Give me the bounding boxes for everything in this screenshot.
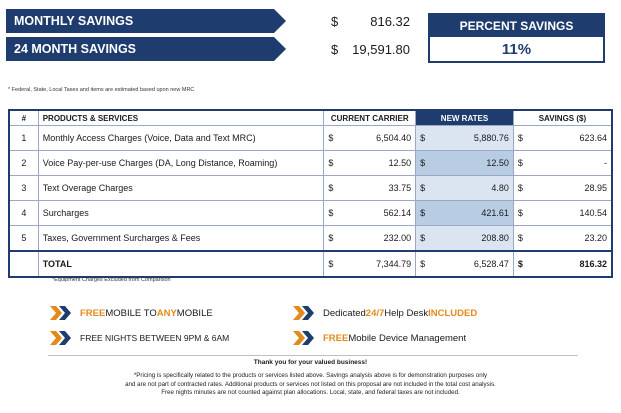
row-savings-dollar: $: [513, 126, 529, 151]
row-new: 421.61: [432, 201, 513, 226]
row-new-dollar: $: [416, 151, 432, 176]
percent-savings-label: PERCENT SAVINGS: [430, 15, 603, 37]
month24-savings-value: 19,591.80: [352, 42, 410, 57]
header-current: CURRENT CARRIER: [324, 110, 416, 126]
table-row: [9, 126, 612, 151]
monthly-dollar-sign: $: [331, 14, 339, 29]
disclaimer-line: Free nights minutes are not counted against plan allocations. Local, state, and federal taxes are not included.: [161, 389, 460, 396]
row-product: Monthly Access Charges (Voice, Data and Text MRC): [38, 126, 324, 151]
month24-savings-label: 24 MONTH SAVINGS: [14, 42, 137, 56]
monthly-savings-banner: [6, 9, 274, 33]
monthly-savings-value: 816.32: [370, 14, 410, 29]
row-new: 208.80: [432, 226, 513, 252]
row-new-dollar: $: [416, 126, 432, 151]
row-num: 1: [9, 126, 38, 151]
row-savings-dollar: $: [513, 226, 529, 252]
row-product: Text Overage Charges: [38, 176, 324, 201]
month24-savings-banner: [6, 37, 274, 61]
row-current: 562.14: [340, 201, 415, 226]
row-savings: 23.20: [530, 226, 612, 252]
month24-dollar-sign: $: [331, 42, 339, 57]
row-new-dollar: $: [416, 201, 432, 226]
row-current: 33.75: [340, 176, 415, 201]
savings-table: [8, 109, 613, 278]
row-savings: 140.54: [530, 201, 612, 226]
monthly-savings-label: MONTHLY SAVINGS: [14, 14, 134, 28]
row-new: 4.80: [432, 176, 513, 201]
row-current: 232.00: [340, 226, 415, 252]
feature-mobile-to-mobile: FREE MOBILE TO ANY MOBILE: [50, 306, 213, 320]
total-current: 7,344.79: [340, 251, 415, 277]
percent-savings-box: [428, 13, 605, 63]
row-new: 12.50: [432, 151, 513, 176]
row-product: Taxes, Government Surcharges & Fees: [38, 226, 324, 252]
row-num: 5: [9, 226, 38, 252]
total-row: [9, 251, 612, 277]
row-savings: -: [530, 151, 612, 176]
divider: [48, 355, 578, 356]
table-header-row: [9, 110, 612, 126]
row-current-dollar: $: [324, 226, 340, 252]
row-num: 4: [9, 201, 38, 226]
table-row: [9, 201, 612, 226]
equipment-note: *Equipment Charges Excluded from Comparison: [52, 277, 171, 283]
row-num: 3: [9, 176, 38, 201]
row-savings: 623.64: [530, 126, 612, 151]
disclaimer-line: and are not part of contracted rates. Additional products or services not listed on this proposal are not included in the total cost analysis.: [125, 380, 496, 388]
tax-note: * Federal, State, Local Taxes and items are estimated based upon new MRC: [8, 87, 195, 93]
table-row: [9, 226, 612, 252]
row-new-dollar: $: [416, 176, 432, 201]
row-savings-dollar: $: [513, 151, 529, 176]
header-new-rates: NEW RATES: [416, 110, 514, 126]
row-current: 6,504.40: [340, 126, 415, 151]
total-new: 6,528.47: [432, 251, 513, 277]
row-savings-dollar: $: [513, 201, 529, 226]
row-current-dollar: $: [324, 151, 340, 176]
chevron-right-icon: [293, 306, 315, 320]
chevron-right-icon: [50, 331, 72, 345]
row-savings: 28.95: [530, 176, 612, 201]
row-savings-dollar: $: [513, 176, 529, 201]
feature-free-nights: FREE NIGHTS BETWEEN 9PM & 6AM: [50, 331, 229, 345]
table-row: [9, 176, 612, 201]
feature-help-desk: Dedicated 24/7 Help Desk INCLUDED: [293, 306, 477, 320]
disclaimer: [0, 372, 621, 398]
header-num: #: [9, 110, 38, 126]
total-label: TOTAL: [38, 251, 324, 277]
header-product: PRODUCTS & SERVICES: [38, 110, 324, 126]
row-current: 12.50: [340, 151, 415, 176]
total-current-dollar: $: [324, 251, 340, 277]
row-product: Surcharges: [38, 201, 324, 226]
row-current-dollar: $: [324, 126, 340, 151]
chevron-right-icon: [293, 331, 315, 345]
chevron-right-icon: [50, 306, 72, 320]
row-new-dollar: $: [416, 226, 432, 252]
feature-device-management: FREE Mobile Device Management: [293, 331, 466, 345]
row-current-dollar: $: [324, 176, 340, 201]
table-row: [9, 151, 612, 176]
row-current-dollar: $: [324, 201, 340, 226]
row-new: 5,880.76: [432, 126, 513, 151]
header-savings: SAVINGS ($): [513, 110, 612, 126]
thanks-text: Thank you for your valued business!: [253, 359, 368, 366]
row-product: Voice Pay-per-use Charges (DA, Long Distance, Roaming): [38, 151, 324, 176]
total-savings: 816.32: [530, 251, 612, 277]
percent-savings-value: 11%: [501, 41, 532, 58]
row-num: 2: [9, 151, 38, 176]
disclaimer-line: *Pricing is specifically related to the products or services listed above. Savings analysis above is for demonstration purposes only: [133, 372, 488, 379]
total-new-dollar: $: [416, 251, 432, 277]
total-savings-dollar: $: [513, 251, 529, 277]
